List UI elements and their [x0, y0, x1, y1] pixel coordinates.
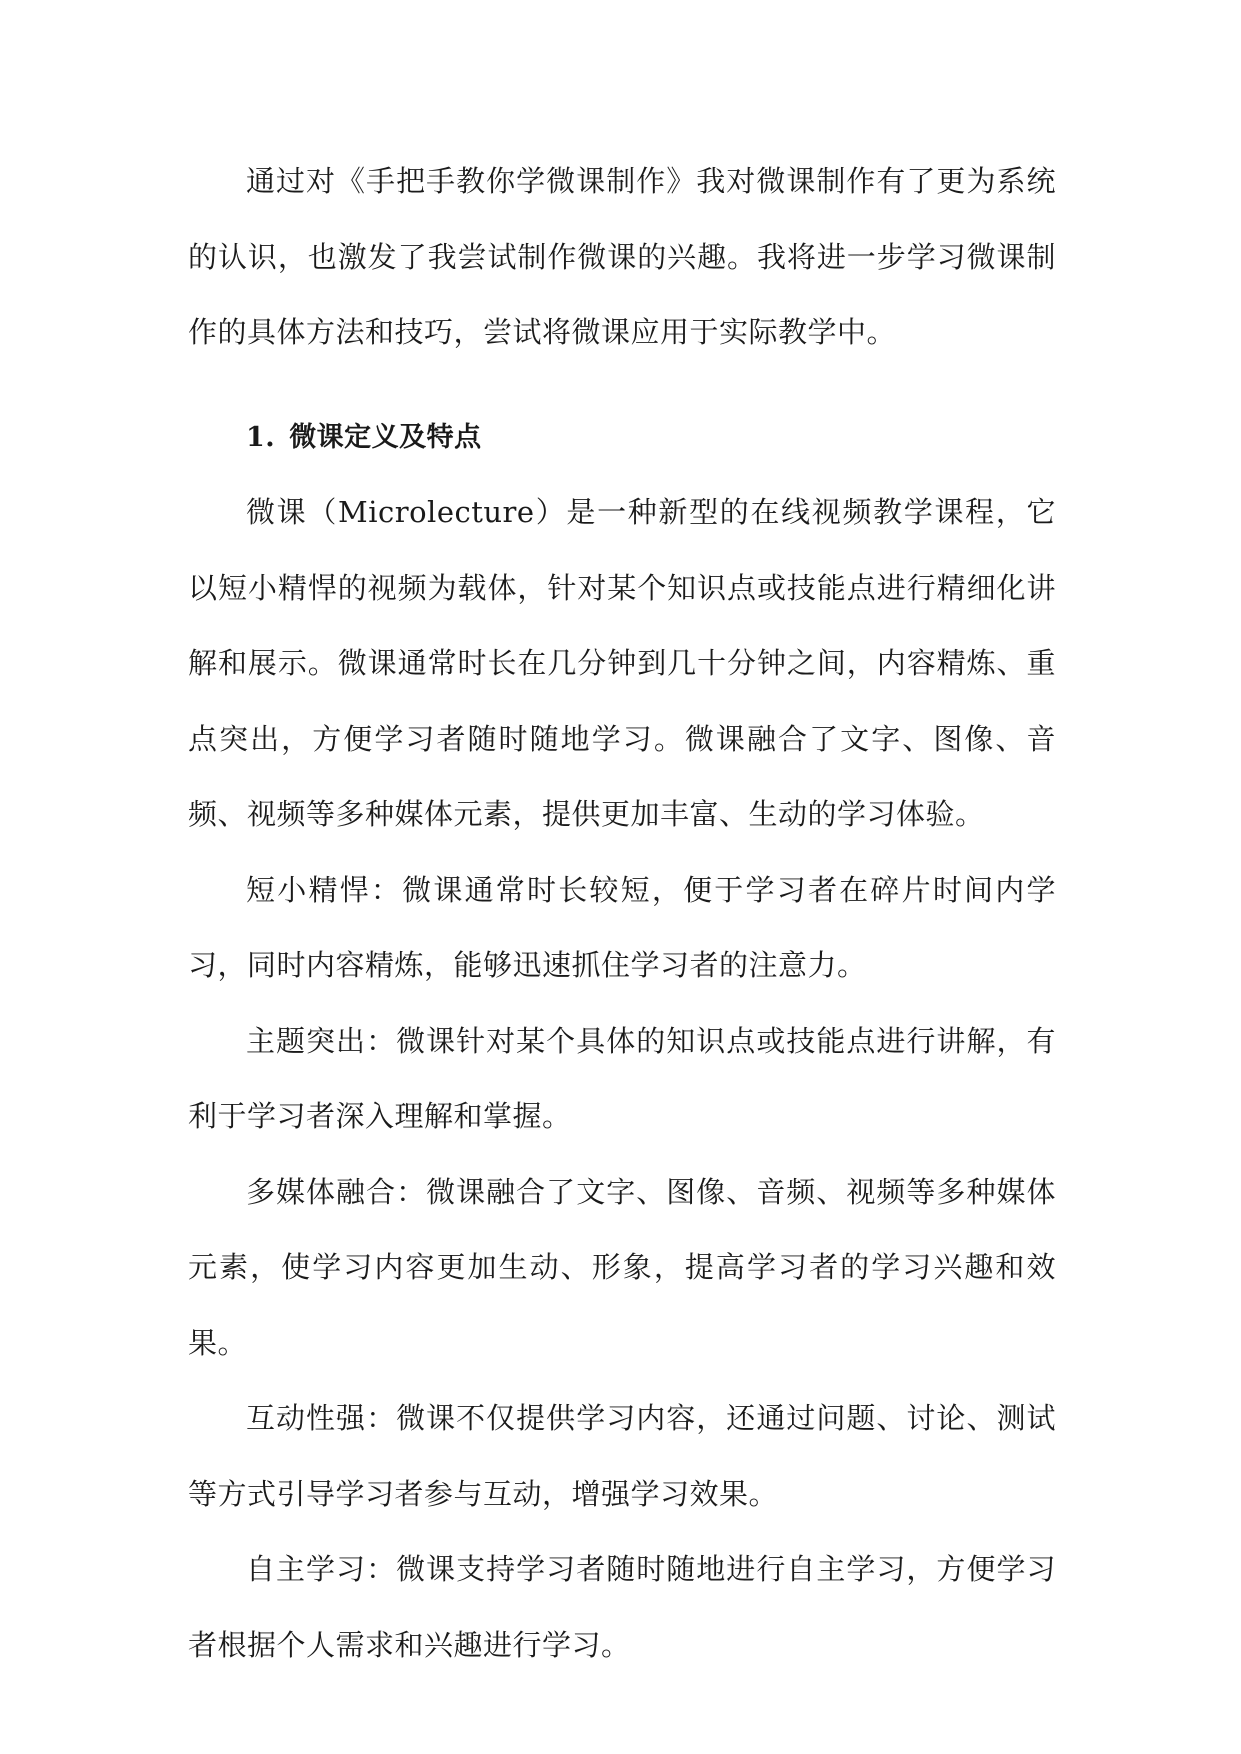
section-title: 微课定义及特点: [289, 421, 482, 453]
feature-paragraph-interactive: 互动性强：微课不仅提供学习内容，还通过问题、讨论、测试等方式引导学习者参与互动，增强学习效果。: [188, 1401, 1056, 1511]
intro-paragraph: 通过对《手把手教你学微课制作》我对微课制作有了更为系统的认识，也激发了我尝试制作微课的兴趣。我将进一步学习微课制作的具体方法和技巧，尝试将微课应用于实际教学中。: [188, 164, 1056, 349]
feature-paragraph-multimedia: 多媒体融合：微课融合了文字、图像、音频、视频等多种媒体元素，使学习内容更加生动、形象，提高学习者的学习兴趣和效果。: [188, 1174, 1056, 1360]
section-number: 1.: [246, 421, 276, 453]
feature-paragraph-self-learning: 自主学习：微课支持学习者随时随地进行自主学习，方便学习者根据个人需求和兴趣进行学习。: [188, 1552, 1056, 1662]
document-body: [188, 144, 1056, 1683]
feature-paragraph-short: 短小精悍：微课通常时长较短，便于学习者在碎片时间内学习，同时内容精炼，能够迅速抓住学习者的注意力。: [188, 872, 1056, 982]
definition-paragraph: 微课（Microlecture）是一种新型的在线视频教学课程，它以短小精悍的视频为载体，针对某个知识点或技能点进行精细化讲解和展示。微课通常时长在几分钟到几十分钟之间，内容精炼、重点突出，方便学习者随时随地学习。微课融合了文字、图像、音频、视频等多种媒体元素，提供更加丰富、生动的学习体验。: [188, 495, 1056, 831]
section-heading: [188, 400, 1056, 476]
feature-paragraph-focused: 主题突出：微课针对某个具体的知识点或技能点进行讲解，有利于学习者深入理解和掌握。: [188, 1023, 1056, 1133]
